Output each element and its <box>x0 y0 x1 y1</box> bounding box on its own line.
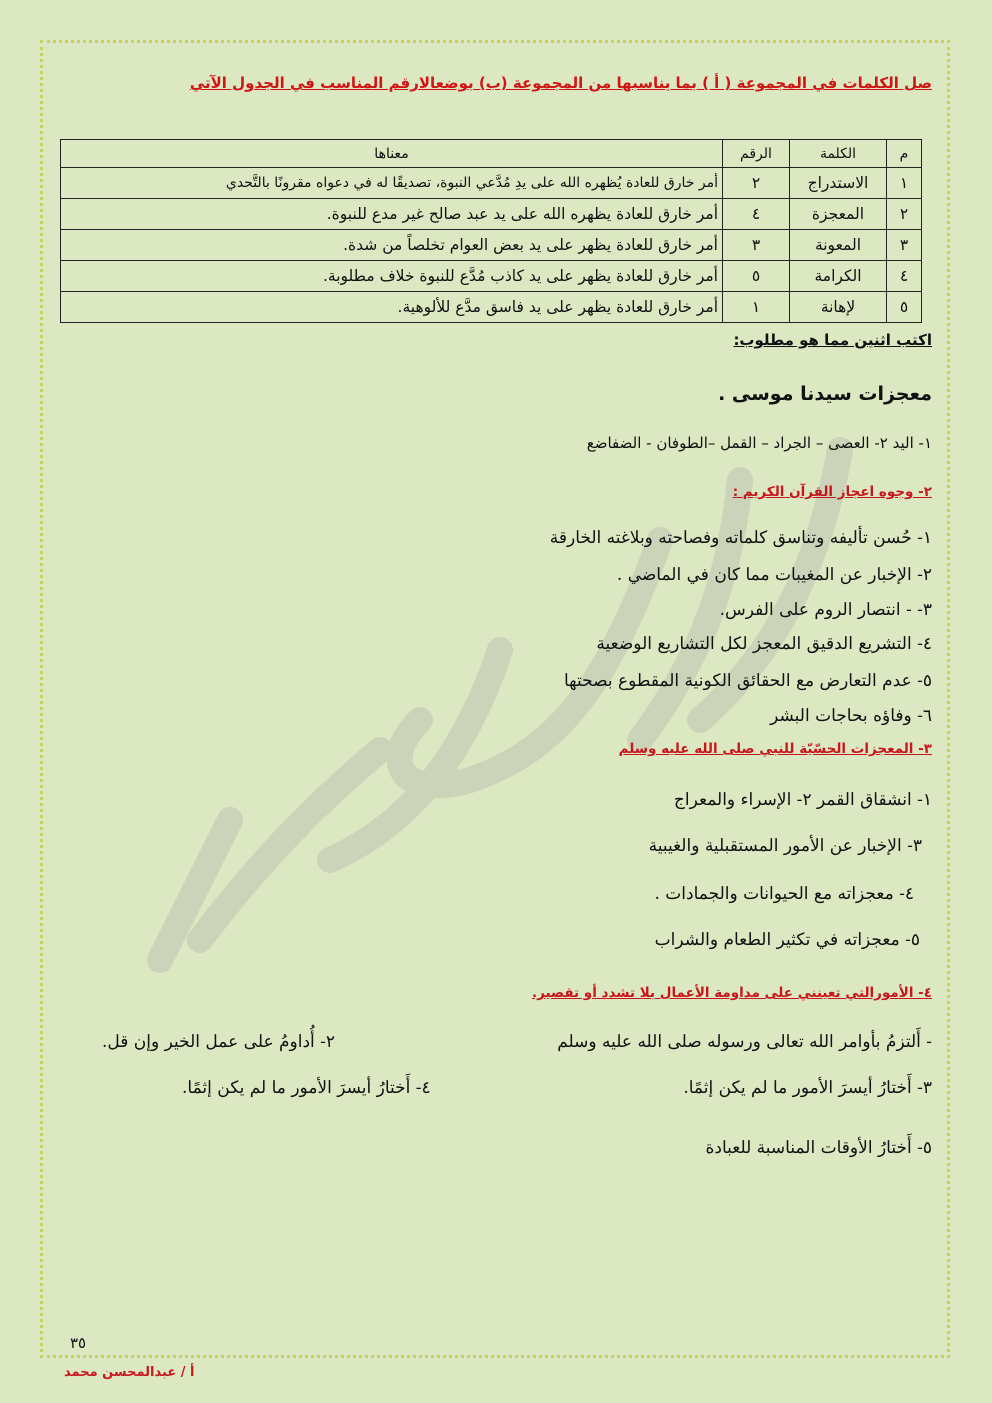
helper-item: - أَلتزمُ بأوامر الله تعالى ورسوله صلى الله عليه وسلم <box>557 1032 932 1052</box>
table-row <box>61 168 922 199</box>
sensory-item: ١- انشقاق القمر ٢- الإسراء والمعراج <box>673 790 932 810</box>
sensory-item: ٣- الإخبار عن الأمور المستقبلية والغيبية <box>648 836 922 856</box>
table-row <box>61 261 922 292</box>
row-meaning: أمر خارق للعادة يظهر على يد بعض العوام تخلصاً من شدة. <box>61 230 723 261</box>
quran-item: ٣- - انتصار الروم على الفرس. <box>719 600 932 620</box>
exercise-heading: صل الكلمات في المجموعة ( أ ) بما يناسبها من المجموعة (ب) بوضعالارقم المناسب في الجدول الآتي <box>189 74 932 92</box>
row-meaning: أمر خارق للعادة يظهر على يد كاذب مُدَّع للنبوة خلاف مطلوبة. <box>61 261 723 292</box>
row-num: ١ <box>887 168 922 199</box>
quran-item: ١- حُسن تأليفه وتناسق كلماته وفصاحته وبلاغته الخارقة <box>549 528 932 548</box>
row-number: ٣ <box>723 230 790 261</box>
quran-title: ٢- وجوه اعجاز القرآن الكريم : <box>732 484 932 500</box>
row-num: ٢ <box>887 199 922 230</box>
moses-title: معجزات سيدنا موسى . <box>718 383 932 405</box>
row-word: المعجزة <box>790 199 887 230</box>
row-num: ٣ <box>887 230 922 261</box>
row-num: ٤ <box>887 261 922 292</box>
sensory-title: ٣- المعجزات الحسّيّة للنبي صلى الله عليه وسلم <box>618 741 932 757</box>
table-row <box>61 292 922 323</box>
helper-item: ٥- أَختارُ الأوقات المناسبة للعبادة <box>705 1138 932 1158</box>
row-word: الكرامة <box>790 261 887 292</box>
sensory-item: ٤- معجزاته مع الحيوانات والجمادات . <box>654 884 914 904</box>
table-header-row <box>61 140 922 168</box>
page-number: ٣٥ <box>70 1334 87 1352</box>
quran-item: ٥- عدم التعارض مع الحقائق الكونية المقطوع بصحتها <box>563 671 932 691</box>
helper-item: ٣- أَختارُ أيسرَ الأمور ما لم يكن إثمًا. <box>683 1078 932 1098</box>
row-number: ٥ <box>723 261 790 292</box>
row-number: ٤ <box>723 199 790 230</box>
sensory-item: ٥- معجزاته في تكثير الطعام والشراب <box>654 930 920 950</box>
moses-items: ١- اليد ٢- العصى – الجراد – القمل –الطوفان - الضفاضع <box>586 434 932 452</box>
helpers-title: ٤- الأمورالتي تعينني على مداومة الأعمال بلا تشدد أو تقصير. <box>531 985 932 1001</box>
matching-table <box>60 139 922 323</box>
quran-item: ٤- التشريع الدقيق المعجز لكل التشاريع الوضعية <box>596 634 932 654</box>
helper-item: ٤- أَختارُ أيسرَ الأمور ما لم يكن إثمًا. <box>182 1078 431 1098</box>
header-number: الرقم <box>723 140 790 168</box>
row-word: المعونة <box>790 230 887 261</box>
quran-item: ٦- وفاؤه بحاجات البشر <box>770 706 932 726</box>
row-number: ٢ <box>723 168 790 199</box>
header-word: الكلمة <box>790 140 887 168</box>
header-num: م <box>887 140 922 168</box>
table-row <box>61 199 922 230</box>
write-two-heading: اكتب اثنين مما هو مطلوب: <box>733 331 932 349</box>
row-meaning: أمر خارق للعادة يُظهره الله على يدِ مُدَّعي النبوة، تصديقًا له في دعواه مقرونًا بالتَّحدي <box>61 168 723 199</box>
row-num: ٥ <box>887 292 922 323</box>
row-number: ١ <box>723 292 790 323</box>
table-row <box>61 230 922 261</box>
row-meaning: أمر خارق للعادة يظهر على يد فاسق مدَّع للألوهية. <box>61 292 723 323</box>
helper-item: ٢- أُداومُ على عمل الخير وإن قل. <box>102 1032 336 1052</box>
author-name: أ / عبدالمحسن محمد <box>64 1365 195 1380</box>
row-word: الاستدراج <box>790 168 887 199</box>
row-word: لإهانة <box>790 292 887 323</box>
header-meaning: معناها <box>61 140 723 168</box>
row-meaning: أمر خارق للعادة يظهره الله على يد عبد صالح غير مدع للنبوة. <box>61 199 723 230</box>
quran-item: ٢- الإخبار عن المغيبات مما كان في الماضي . <box>616 565 932 585</box>
